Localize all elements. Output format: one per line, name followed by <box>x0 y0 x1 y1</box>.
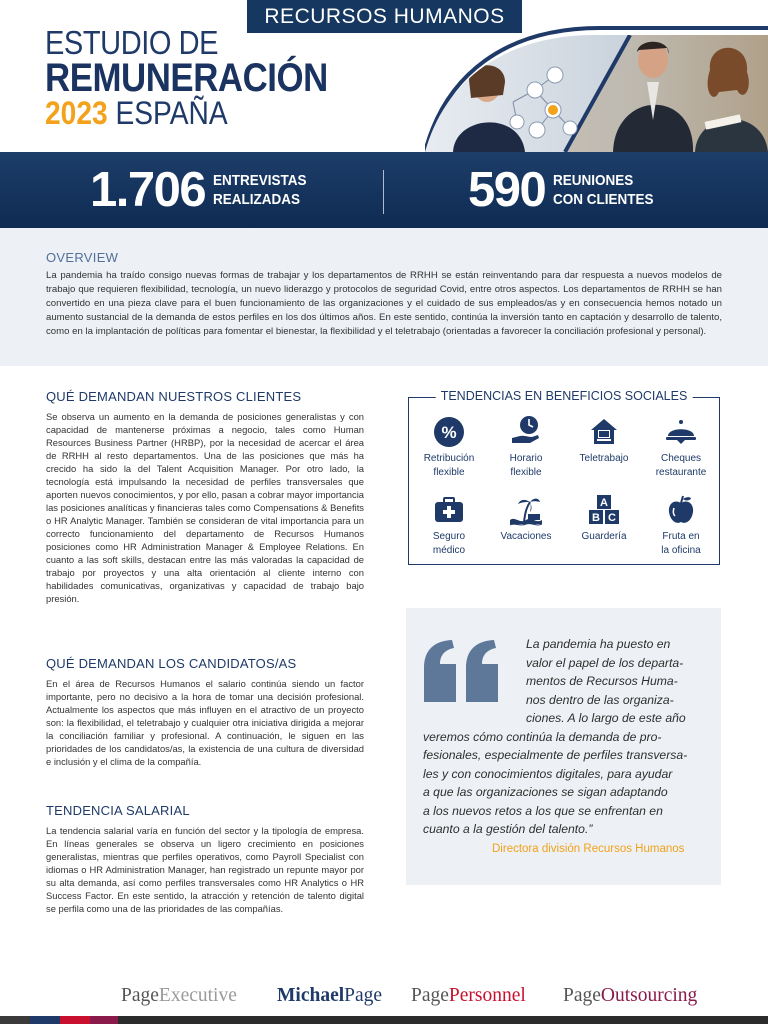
quote-line: valor el papel de los departa- <box>526 656 684 670</box>
benefit-label: Guardería <box>581 531 627 542</box>
stat-client-meetings <box>468 152 665 228</box>
quote-line: a los nuevos retos a los que se enfrentan en <box>423 804 663 818</box>
logo-part: Michael <box>277 985 345 1006</box>
quote-mark-icon <box>422 638 502 704</box>
section-title: TENDENCIA SALARIAL <box>46 803 190 818</box>
footer-color-bar <box>0 1016 768 1024</box>
section-candidate-demand <box>46 656 364 768</box>
svg-text:A: A <box>600 497 608 509</box>
quote-author: Directora división Recursos Humanos <box>492 843 685 855</box>
stat-number: 1.706 <box>90 163 206 217</box>
section-text: Se observa un aumento en la demanda de posiciones generalistas y con capacidad de mantenerse próximas a negocio, tales como Human Resources Business Partner (HRBP), por la necesidad de acercar el área de RRHH al resto departamentos. Una de las posiciones que más ha crecido ha sido la del Talent Acquisition Manager. Por otro lado, la tecnología está impulsando la necesidad de perfiles transversales que aporten nuevos conocimientos, y por ello, pasan a cobrar mayor importancia las posiciones analíticas y financieras tales como Compensations & Benefits o HR Analytic Manager. También se consideran de vital importancia para un correcto funcionamiento del departamento de Recursos Humanos posiciones como HR Administration Manager & Employee Relations. En cuanto a las soft skills, destacan entre las más valoradas la capacidad de trabajo por proyectos y una alta orientación al cliente interno con habilidades comunicativas, organizativas y capacidad de trabajo bajo presión. <box>46 411 364 604</box>
clock-hand-icon <box>510 412 542 448</box>
logo-part: Personnel <box>448 985 526 1006</box>
benefit-item <box>410 416 488 480</box>
svg-text:B: B <box>592 512 600 524</box>
beach-icon <box>510 494 542 526</box>
section-text: En el área de Recursos Humanos el salario continúa siendo un factor importante, pero no decisivo a la hora de tomar una decisión profesional. Actualmente los aspectos que más influyen en el atractivo de un proyecto son: la flexibilidad, el teletrabajo y cualquier otra iniciativa dirigida a mejorar la conciliación familiar y profesional. A continuación, le siguen en las prioridades de los candidatos/as, la existencia de una cultura de diversidad e inclusión y el clima de la compañía. <box>46 678 364 767</box>
logo-part: Outsourcing <box>600 985 698 1006</box>
brand-logos <box>0 985 768 1015</box>
title-country: ESPAÑA <box>115 95 228 131</box>
quote-line: cuanto a la gestión del talento.” <box>423 822 593 836</box>
stat-label-line-1: ENTREVISTAS <box>213 172 307 189</box>
stat-interviews <box>90 152 317 228</box>
benefit-label: Cheques restaurante <box>655 453 707 478</box>
title-line-2: REMUNERACIÓN <box>45 56 328 100</box>
logo-part: Executive <box>158 985 237 1006</box>
home-office-icon <box>588 416 620 448</box>
svg-text:%: % <box>441 423 457 442</box>
stats-band <box>0 152 768 228</box>
stat-label-line-1: REUNIONES <box>553 172 634 189</box>
overview-text: La pandemia ha traído consigo nuevas formas de trabajar y los departamentos de RRHH se están reinventando para dar respuesta a nuevos modelos de trabajo que requieren flexibilidad, tecnología, un nuevo liderazgo y protocolos de seguridad Covid, entre otros aspectos. Los departamentos de RRHH se han convertido en una pieza clave para el buen funcionamiento de las organizaciones y el cuidado de sus empleados/as y en consecuencia hemos notado un aumento sustancial de la demanda de estos perfiles en los dos últimos años. En este sentido, continúa la inversión tanto en captación y desarrollo de talento, como en la implantación de políticas para fomentar el bienestar, la flexibilidad y el teletrabajo (orientadas a favorecer la conciliación profesional y personal). <box>46 270 722 338</box>
benefit-item <box>565 416 643 466</box>
benefit-item <box>487 412 565 480</box>
stat-label <box>213 171 307 209</box>
benefit-label: Fruta en la oficina <box>661 531 701 556</box>
benefit-item <box>487 494 565 544</box>
section-text: La tendencia salarial varía en función del sector y la tipología de empresa. En líneas generales se observa un ligero crecimiento en posiciones generalistas, mientras que perfiles operativos, como Payroll Specialist con idiomas o HR Administration Manager, han registrado un repunte mayor por su alta demanda, así como perfiles transversales como HR Analytics o HR Success Factor. En este sentido, la atracción y retención de talento digital se perfila como una de las prioridades de las compañías. <box>46 825 364 914</box>
cloche-icon <box>665 416 697 448</box>
quote-line: nos dentro de las organiza- <box>526 693 674 707</box>
stat-number: 590 <box>468 163 546 217</box>
logo-part: Page <box>344 985 383 1006</box>
apple-icon <box>665 494 697 526</box>
benefits-title: TENDENCIAS EN BENEFICIOS SOCIALES <box>436 389 693 403</box>
stat-label <box>553 171 654 209</box>
logo-page-executive[interactable] <box>121 985 237 1007</box>
logo-part: Page <box>411 985 449 1006</box>
benefit-item <box>410 494 488 558</box>
section-client-demand <box>46 389 364 605</box>
quote-box <box>406 608 721 885</box>
benefit-label: Teletrabajo <box>579 453 629 464</box>
svg-text:C: C <box>608 512 616 524</box>
quote-line: a que las organizaciones se sigan adaptando <box>423 785 668 799</box>
logo-michael-page[interactable] <box>277 985 382 1007</box>
title-year: 2023 <box>45 95 108 131</box>
report-header <box>0 0 768 152</box>
stat-label-line-2: CON CLIENTES <box>553 191 654 208</box>
benefits-box <box>408 389 720 565</box>
medical-kit-icon <box>433 494 465 526</box>
benefit-label: Retribución flexible <box>423 453 475 478</box>
section-salary-trend <box>46 803 364 915</box>
stat-label-line-2: REALIZADAS <box>213 191 301 208</box>
section-title: QUÉ DEMANDAN LOS CANDIDATOS/AS <box>46 656 297 671</box>
division-tag: RECURSOS HUMANOS <box>247 0 522 33</box>
header-photo <box>425 10 768 152</box>
stats-divider <box>383 170 384 214</box>
quote-line: fesionales, especialmente de perfiles transversa- <box>423 748 688 762</box>
section-title: QUÉ DEMANDAN NUESTROS CLIENTES <box>46 389 302 404</box>
logo-page-personnel[interactable] <box>411 985 526 1007</box>
benefit-item <box>565 494 643 544</box>
quote-line: veremos cómo continúa la demanda de pro- <box>423 730 662 744</box>
logo-part: Page <box>121 985 159 1006</box>
benefit-item <box>642 416 720 480</box>
quote-line: les y con conocimientos digitales, para ayudar <box>423 767 673 781</box>
benefit-label: Seguro médico <box>432 531 466 556</box>
quote-line: mentos de Recursos Huma- <box>526 674 678 688</box>
percent-icon <box>433 416 465 448</box>
benefit-label: Vacaciones <box>500 531 552 542</box>
quote-line: La pandemia ha puesto en <box>526 637 671 651</box>
title-line-1: ESTUDIO DE <box>45 24 219 61</box>
logo-part: Page <box>563 985 601 1006</box>
benefit-label: Horario flexible <box>509 453 543 478</box>
abc-blocks-icon <box>588 494 620 526</box>
quote-line: ciones. A lo largo de este año <box>526 711 686 725</box>
title-line-3 <box>45 95 228 132</box>
logo-page-outsourcing[interactable] <box>563 985 697 1007</box>
overview-section <box>0 228 768 366</box>
benefit-item <box>642 494 720 558</box>
overview-title: OVERVIEW <box>46 250 119 265</box>
